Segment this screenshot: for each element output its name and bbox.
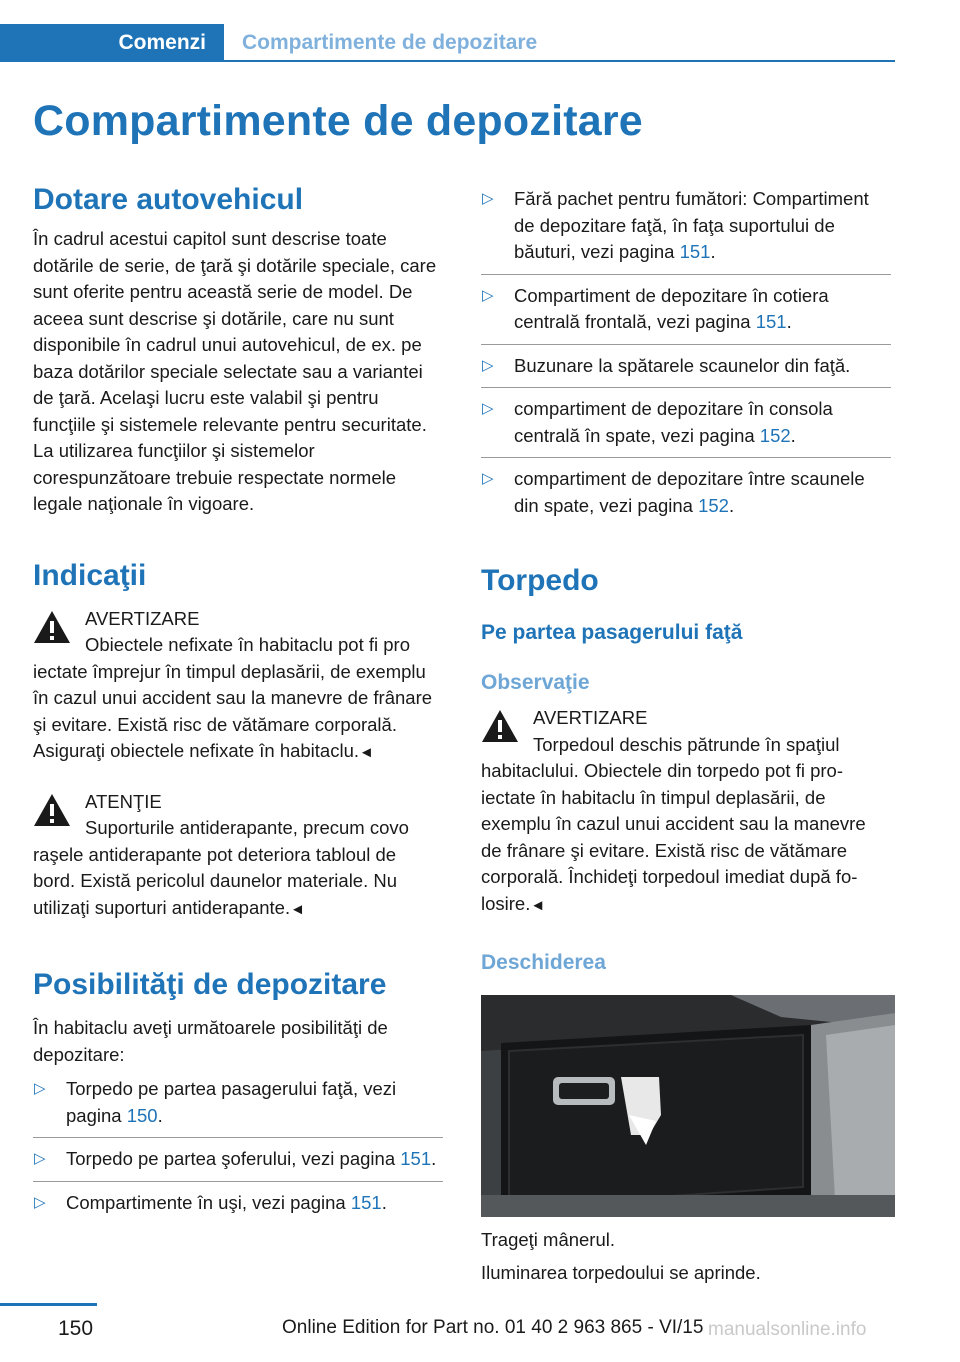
page-link[interactable]: 152 <box>698 494 729 516</box>
caution-title: ATENŢIE <box>85 790 162 812</box>
storage-list-right <box>481 186 891 527</box>
page-link[interactable]: 151 <box>350 1191 382 1213</box>
warning-icon <box>33 793 71 827</box>
edition-text: Online Edition for Part no. 01 40 2 963 865 - VI/15 <box>282 1317 704 1338</box>
list-item: ▷ compartiment de depozitare în consola centrală în spate, vezi pagina 152. <box>481 396 891 458</box>
list-item: ▷ Buzunare la spătarele scaunelor din faţă. <box>481 353 891 389</box>
warning-block <box>481 705 891 919</box>
page-number: 150 <box>58 1317 94 1340</box>
posibilitati-paragraph: În habitaclu aveţi următoarele posibilităţi de depozitare: <box>33 1017 388 1065</box>
header-rule <box>224 60 895 62</box>
warning-text: habitaclului. Obiectele din torpedo pot fi proiectate în habitaclu în timpul deplasării, de exemplu în cazul unui accident sau la manevre de frânare şi evitare. Există risc de vătămare corporală. Închideţi torpedoul imediat după folosire. <box>481 760 866 914</box>
section-tab[interactable]: Comenzi <box>0 24 224 62</box>
footer-rule <box>0 1303 97 1306</box>
list-item: ▷ Fără pachet pentru fumători: Compartiment de depozitare faţă, în faţa suportului de băuturi, vezi pagina 151. <box>481 186 891 275</box>
dotare-paragraph: În cadrul acestui capitol sunt descrise toate dotările de serie, de ţară şi dotările speciale, care sunt oferite pentru această serie de model. De aceea sunt descrise şi dotările, care nu sunt disponibile în cadrul unui autovehicul, de ex. pe baza dotărilor speciale selectate sau a variantei de ţară. Acelaşi lucru este valabil şi pentru funcţiile şi sistemele relevante pentru securitate. La utilizarea funcţiilor şi sistemelor corespunzătoare trebuie respectate normele legale naţionale în vigoare. <box>33 228 437 514</box>
heading-torpedo: Torpedo <box>481 564 599 597</box>
page-link[interactable]: 152 <box>759 424 791 446</box>
end-mark: ◄ <box>359 744 374 761</box>
page-title: Compartimente de depozitare <box>33 97 643 145</box>
list-item: ▷ Compartimente în uşi, vezi pagina 151. <box>34 1191 387 1213</box>
list-item: ▷ Compartiment de depozitare în cotiera centrală frontală, vezi pagina 151. <box>481 283 891 345</box>
subheading-deschiderea: Deschiderea <box>481 951 606 974</box>
warning-block <box>33 606 443 767</box>
caution-block <box>33 789 443 924</box>
chapter-title: Compartimente de depozitare <box>242 31 538 54</box>
caption-light: Iluminarea torpedoului se aprinde. <box>481 1261 761 1283</box>
watermark: manualsonline.info <box>708 1319 867 1340</box>
warning-icon <box>481 709 519 743</box>
heading-indicatii: Indicaţii <box>33 558 147 592</box>
warning-first-line: Obiectele nefixate în habitaclu pot fi pro <box>85 634 410 655</box>
page-link[interactable]: 150 <box>126 1104 158 1126</box>
storage-list-left <box>33 1076 443 1224</box>
list-item: ▷ Torpedo pe partea şoferului, vezi pagina 151. <box>33 1146 443 1182</box>
page-link[interactable]: 151 <box>679 241 711 262</box>
caption-pull: Trageţi mânerul. <box>481 1229 616 1250</box>
right-column <box>481 186 891 1286</box>
warning-icon <box>33 610 71 644</box>
glovebox-photo <box>481 995 895 1217</box>
list-item: ▷ compartiment de depozitare între scaunele din spate, vezi pagina 152. <box>482 468 865 516</box>
warning-title: AVERTIZARE <box>533 707 648 728</box>
warning-text: iectate împrejur în timpul deplasării, de exemplu în cazul unui accident sau la manevre de frânare şi evitare. Există risc de vătămare corporală. Asiguraţi obiectele nefixate în habitaclu. <box>33 660 433 761</box>
warning-first-line: Torpedoul deschis pătrunde în spaţiul <box>533 733 840 755</box>
left-column <box>33 180 443 1232</box>
warning-title: AVERTIZARE <box>85 607 200 629</box>
end-mark: ◄ <box>530 896 546 914</box>
caution-text: raşele antiderapante pot deteriora tabloul de bord. Există pericolul daunelor materiale. Nu utilizaţi suporturi antiderapante. <box>33 843 398 918</box>
heading-dotare: Dotare autovehicul <box>33 183 304 216</box>
page-link[interactable]: 151 <box>400 1148 432 1169</box>
list-item: ▷ Torpedo pe partea pasagerului faţă, vezi pagina 150. <box>33 1076 443 1138</box>
page-link[interactable]: 151 <box>755 311 787 332</box>
end-mark: ◄ <box>290 900 305 918</box>
heading-posibilitati: Posibilităţi de depozitare <box>33 968 387 1001</box>
subheading-pasager: Pe partea pasagerului faţă <box>481 621 743 644</box>
caution-first-line: Suporturile antiderapante, precum covo <box>85 817 409 838</box>
subheading-observatie: Observaţie <box>481 671 590 694</box>
